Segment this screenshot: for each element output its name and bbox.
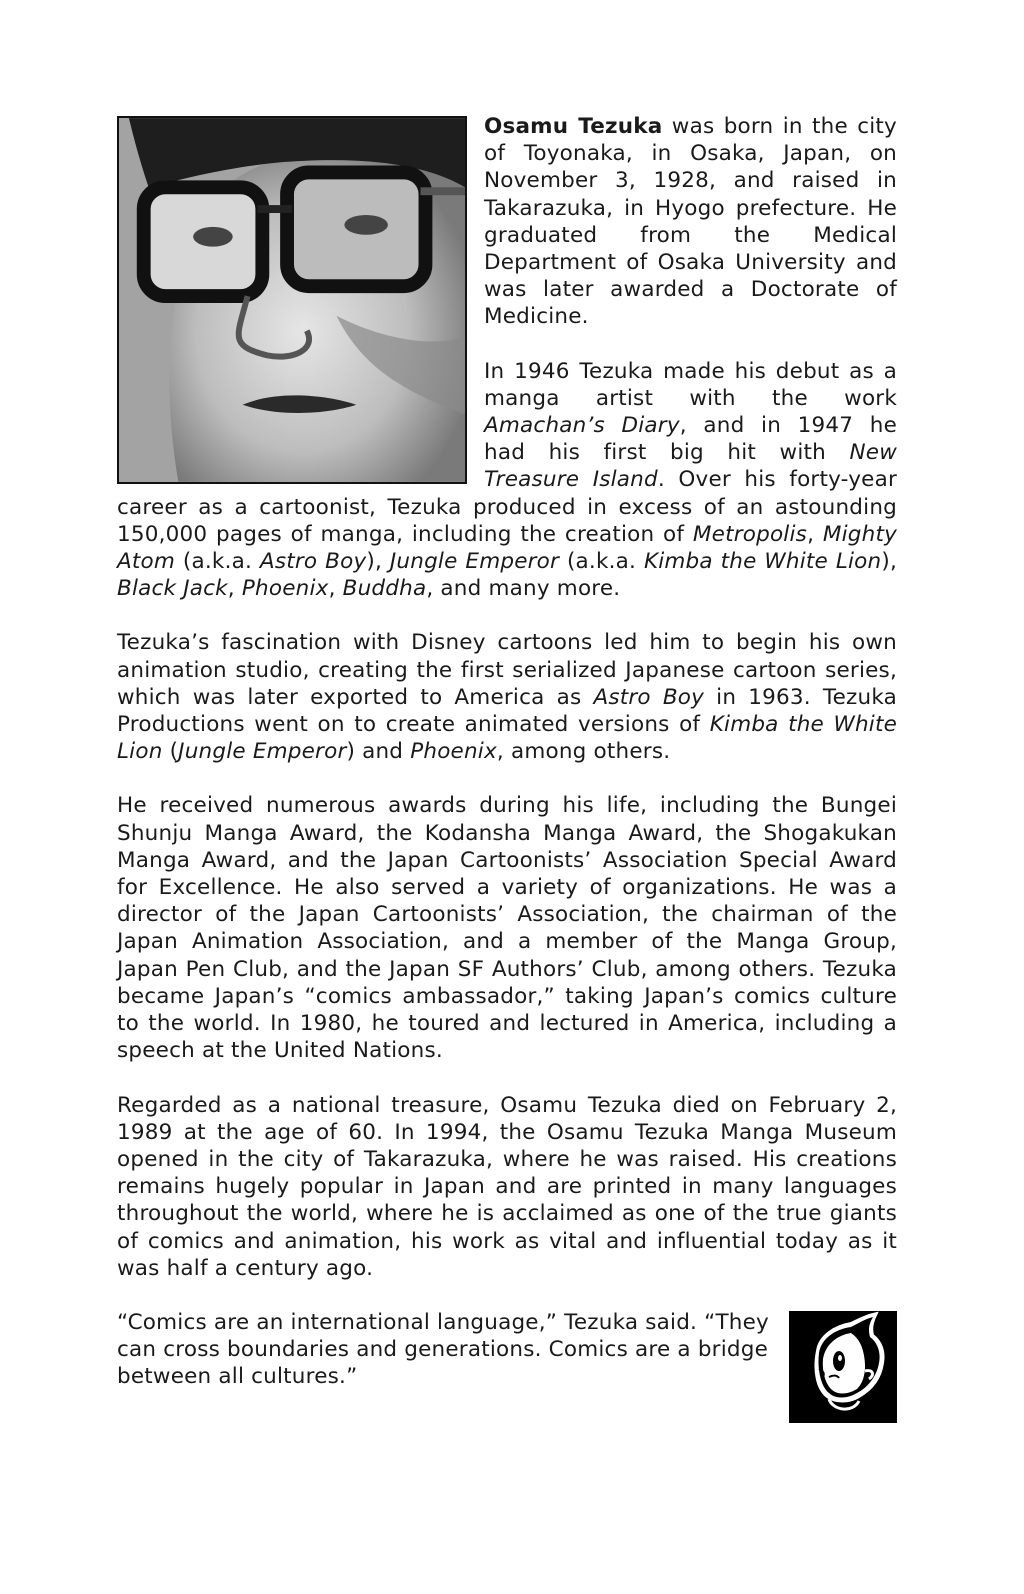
author-name: Osamu Tezuka (484, 114, 663, 139)
paragraph-career: In 1946 Tezuka made his debut as a manga artist with the work Amachan’s Diary, and in 1947 he had his first big hit with New Treasure Island. Over his forty-year career as a cartoonist, Tezuka produced in excess of an astounding 150,000 pages of manga, including the creation of Metropolis, Mighty Atom (a.k.a. Astro Boy), Jungle Emperor (a.k.a. Kimba the White Lion), Black Jack, Phoenix, Buddha, and many more. (117, 358, 897, 602)
paragraph-animation: Tezuka’s fascination with Disney cartoons led him to begin his own animation studio, creating the first serialized Japanese cartoon series, which was later exported to America as Astro Boy in 1963. Tezuka Productions went on to create animated versions of Kimba the White Lion (Jungle Emperor) and Phoenix, among others. (117, 630, 898, 765)
paragraph-birth: Osamu Tezuka was born in the city of Toyonaka, in Osaka, Japan, on November 3, 1928, and raised in Takarazuka, in Hyogo prefecture. He graduated from the Medical Department of Osaka University and was later awarded a Doctorate of Medicine. (484, 114, 897, 330)
work-title: Jungle Emperor (389, 549, 560, 575)
biography-page (117, 113, 897, 1423)
portrait-photo-icon (119, 118, 465, 482)
work-title: Kimba the White Lion (117, 712, 898, 765)
work-title: Kimba the White Lion (643, 549, 882, 575)
work-title: Phoenix (410, 739, 497, 765)
paragraph-quote: “Comics are an international language,” Tezuka said. “They can cross boundaries and generations. Comics are a bridge between all cultures.” (117, 1309, 769, 1390)
work-title: Black Jack (117, 576, 228, 602)
portrait-photo (117, 116, 467, 484)
work-title: Jungle Emperor (178, 739, 347, 765)
work-title: Astro Boy (259, 549, 367, 575)
work-title: Phoenix (241, 576, 329, 602)
work-title: New Treasure Island (484, 440, 897, 493)
work-title: Metropolis (692, 521, 808, 547)
work-title: Mighty Atom (117, 521, 897, 575)
astro-boy-illustration (789, 1311, 897, 1423)
work-title: Astro Boy (593, 684, 705, 710)
astro-boy-icon (789, 1311, 897, 1423)
work-title: Buddha (342, 576, 427, 602)
paragraph-legacy: Regarded as a national treasure, Osamu Tezuka died on February 2, 1989 at the age of 60. In 1994, the Osamu Tezuka Manga Museum opened in the city of Takarazuka, where he was raised. His creations remains hugely popular in Japan and are printed in many languages throughout the world, where he is acclaimed as one of the true giants of comics and animation, his work as vital and influential today as it was half a century ago. (117, 1092, 897, 1281)
paragraph-awards: He received numerous awards during his life, including the Bungei Shunju Manga Award, the Kodansha Manga Award, the Shogakukan Manga Award, and the Japan Cartoonists’ Association Special Award for Excellence. He also served a variety of organizations. He was a director of the Japan Cartoonists’ Association, the chairman of the Japan Animation Association, and a member of the Manga Group, Japan Pen Club, and the Japan SF Authors’ Club, among others. Tezuka became Japan’s “comics ambassador,” taking Japan’s comics culture to the world. In 1980, he toured and lectured in America, including a speech at the United Nations. (117, 793, 897, 1064)
work-title: Amachan’s Diary (484, 413, 680, 439)
